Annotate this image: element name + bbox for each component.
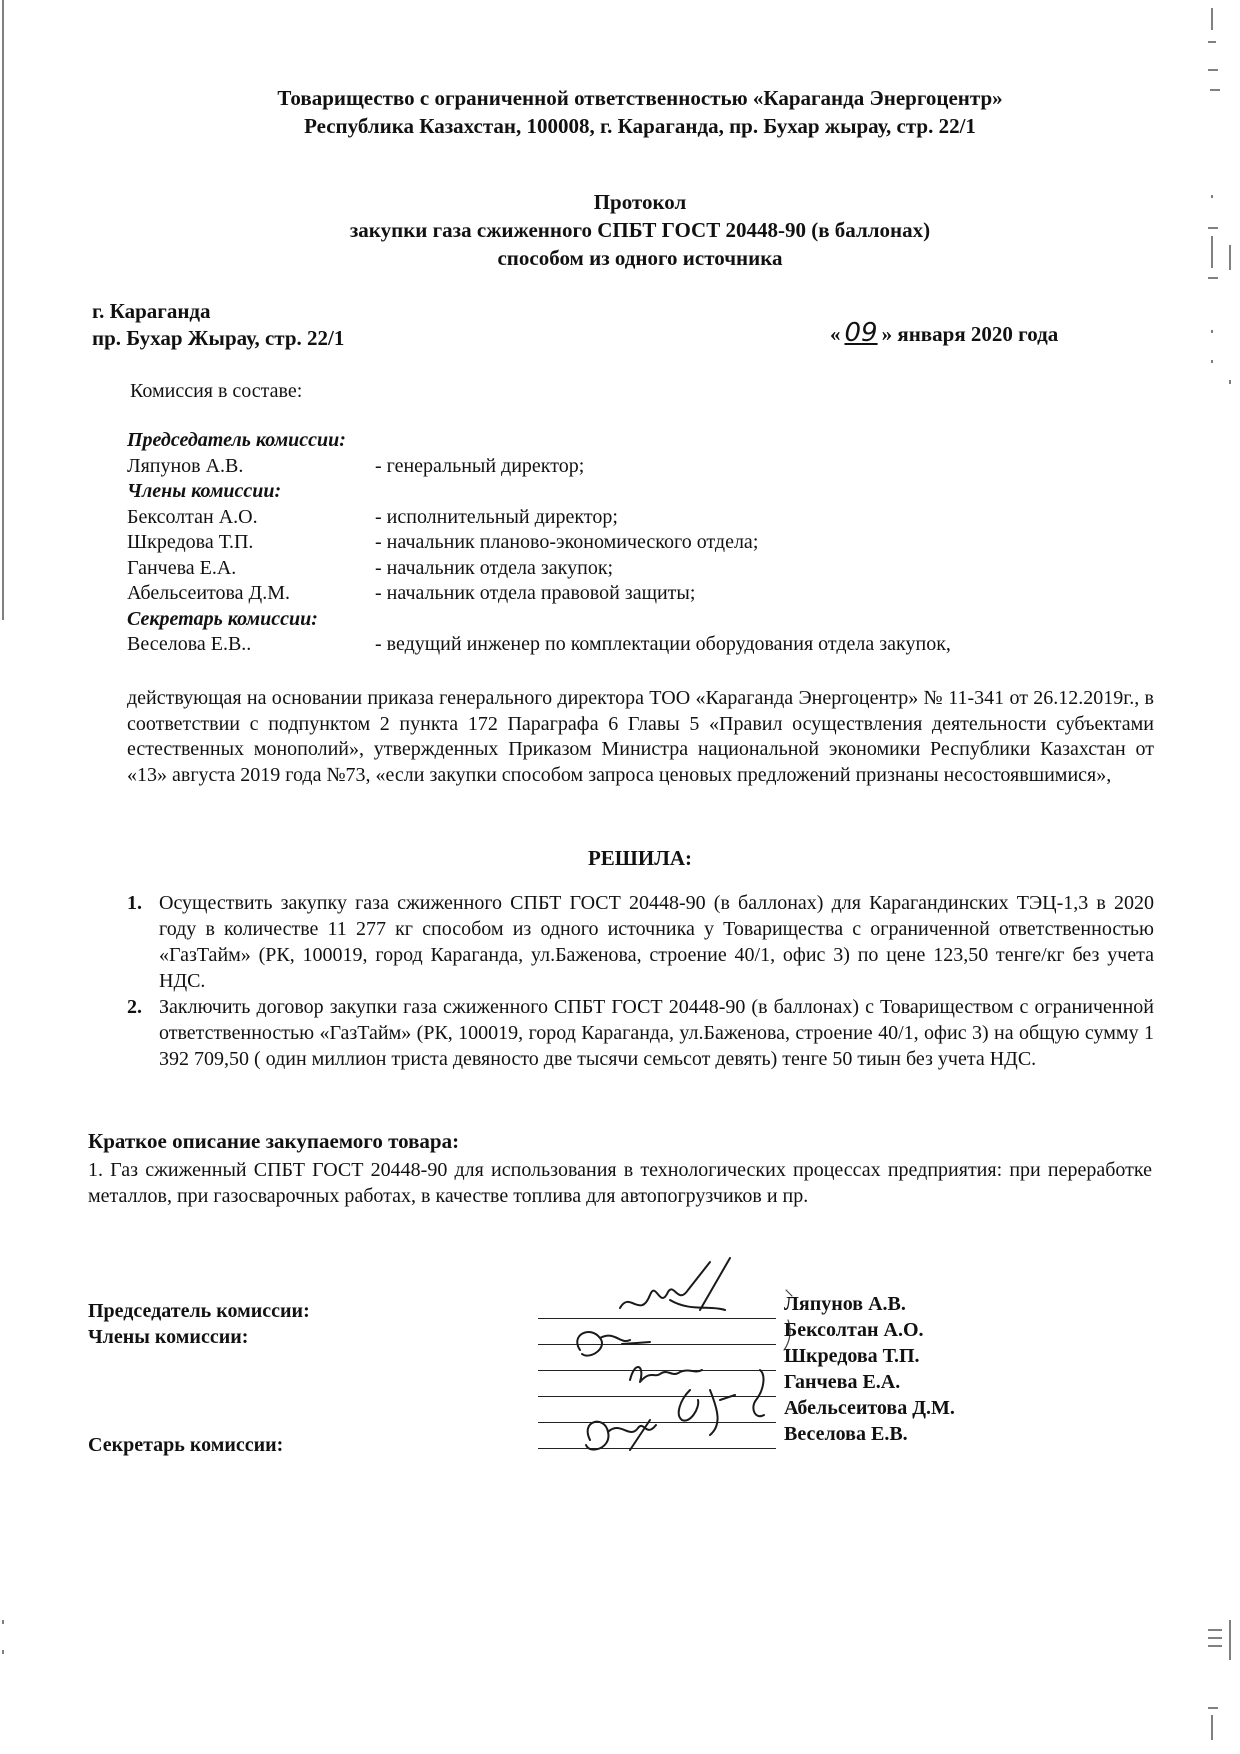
place-address: пр. Бухар Жырау, стр. 22/1 bbox=[92, 326, 345, 350]
commission-roster bbox=[127, 428, 1127, 658]
decision-item bbox=[127, 994, 1154, 1072]
decision-number: 1. bbox=[127, 892, 142, 914]
date-day-handwritten: 09 bbox=[844, 318, 878, 348]
chair-label: Председатель комиссии: bbox=[127, 429, 346, 451]
title-line-1: Протокол bbox=[593, 190, 687, 214]
sig-name: Абельсеитова Д.М. bbox=[784, 1397, 955, 1419]
basis-paragraph: действующая на основании приказа генерального директора ТОО «Караганда Энергоцентр» № 11-341 от 26.12.2019г., в соответствии с подпунктом 2 пункта 172 Параграфа 6 Главы 5 «Правил осуществления деятельности субъектами естественных монополий», утвержденных Приказом Министра национальной экономики Республики Казахстан от «13» августа 2019 года №73, «если закупки способом запроса ценовых предложений признаны несостоявшимися», bbox=[127, 687, 1154, 787]
secretary-label: Секретарь комиссии: bbox=[127, 607, 318, 630]
roster-role: - ведущий инженер по комплектации оборудования отдела закупок, bbox=[375, 633, 951, 655]
sig-name: Бексолтан А.О. bbox=[784, 1319, 924, 1341]
scan-edge-marks bbox=[1200, 0, 1240, 1754]
title-line-3: способом из одного источника bbox=[497, 246, 783, 270]
place-block bbox=[92, 298, 344, 352]
roster-row bbox=[127, 454, 1127, 480]
sig-name: Шкредова Т.П. bbox=[784, 1345, 920, 1367]
roster-role: - начальник отдела правовой защиты; bbox=[375, 582, 696, 604]
title-line-2: закупки газа сжиженного СПБТ ГОСТ 20448-90 (в баллонах) bbox=[349, 218, 931, 242]
decision-text: Осуществить закупку газа сжиженного СПБТ ГОСТ 20448-90 (в баллонах) для Карагандинских ТЭЦ-1,3 в 2020 году в количестве 11 277 кг способом из одного источника у Товарищества с ограниченной ответственностью «ГазТайм» (РК, 100019, город Караганда, ул.Баженова, строение 40/1, офис 3) по цене 123,50 тенге/кг без учета НДС. bbox=[159, 892, 1154, 992]
roster-row bbox=[127, 632, 1127, 658]
roster-role: - начальник планово-экономического отдела; bbox=[375, 531, 759, 553]
date-open-quote: « bbox=[830, 322, 841, 346]
commission-intro: Комиссия в составе: bbox=[130, 380, 303, 402]
document-date bbox=[830, 318, 1058, 348]
roster-row bbox=[127, 505, 1127, 531]
roster-role: - исполнительный директор; bbox=[375, 505, 618, 528]
roster-name: Шкредова Т.П. bbox=[127, 531, 254, 553]
sig-secretary-label: Секретарь комиссии: bbox=[88, 1434, 284, 1456]
roster-row bbox=[127, 530, 1127, 556]
signature-names bbox=[784, 1291, 955, 1447]
members-label: Члены комиссии: bbox=[127, 480, 282, 502]
decided-heading: РЕШИЛА: bbox=[587, 846, 693, 870]
sig-chair-label: Председатель комиссии: bbox=[88, 1300, 310, 1322]
date-rest: января 2020 года bbox=[892, 322, 1059, 346]
description-heading: Краткое описание закупаемого товара: bbox=[88, 1129, 460, 1153]
decisions-list bbox=[127, 890, 1154, 1072]
roster-name: Бексолтан А.О. bbox=[127, 505, 258, 528]
sig-name: Веселова Е.В. bbox=[784, 1423, 908, 1445]
sig-members-label: Члены комиссии: bbox=[88, 1326, 249, 1348]
decision-item bbox=[127, 890, 1154, 994]
scan-left-edge bbox=[0, 0, 10, 1754]
roster-row bbox=[127, 556, 1127, 582]
roster-row bbox=[127, 581, 1127, 607]
decision-number: 2. bbox=[127, 996, 142, 1018]
place-city: г. Караганда bbox=[92, 299, 211, 323]
handwritten-signatures bbox=[560, 1250, 800, 1470]
roster-name: Ляпунов А.В. bbox=[127, 454, 244, 477]
org-header bbox=[90, 84, 1190, 140]
date-close-quote: » bbox=[881, 322, 893, 346]
org-name: Товарищество с ограниченной ответственностью «Караганда Энергоцентр» bbox=[277, 86, 1003, 110]
roster-name: Веселова Е.В.. bbox=[127, 633, 252, 655]
sig-name: Ганчева Е.А. bbox=[784, 1371, 901, 1393]
decision-text: Заключить договор закупки газа сжиженного СПБТ ГОСТ 20448-90 (в баллонах) с Товариществом с ограниченной ответственностью «ГазТайм» (РК, 100019, город Караганда, ул.Баженова, строение 40/1, офис 3) на общую сумму 1 392 709,50 ( один миллион триста девяносто две тысячи семьсот девять) тенге 50 тиын без учета НДС. bbox=[159, 996, 1154, 1070]
roster-role: - генеральный директор; bbox=[375, 454, 585, 477]
roster-name: Абельсеитова Д.М. bbox=[127, 582, 290, 604]
sig-name: Ляпунов А.В. bbox=[784, 1293, 906, 1315]
roster-role: - начальник отдела закупок; bbox=[375, 556, 614, 579]
document-title bbox=[90, 188, 1190, 272]
description-text: 1. Газ сжиженный СПБТ ГОСТ 20448-90 для использования в технологических процессах предприятия: при переработке металлов, при газосварочных работах, в качестве топлива для автопогрузчиков и пр. bbox=[88, 1159, 1152, 1207]
org-address: Республика Казахстан, 100008, г. Караганда, пр. Бухар жырау, стр. 22/1 bbox=[304, 114, 976, 138]
roster-name: Ганчева Е.А. bbox=[127, 556, 237, 579]
